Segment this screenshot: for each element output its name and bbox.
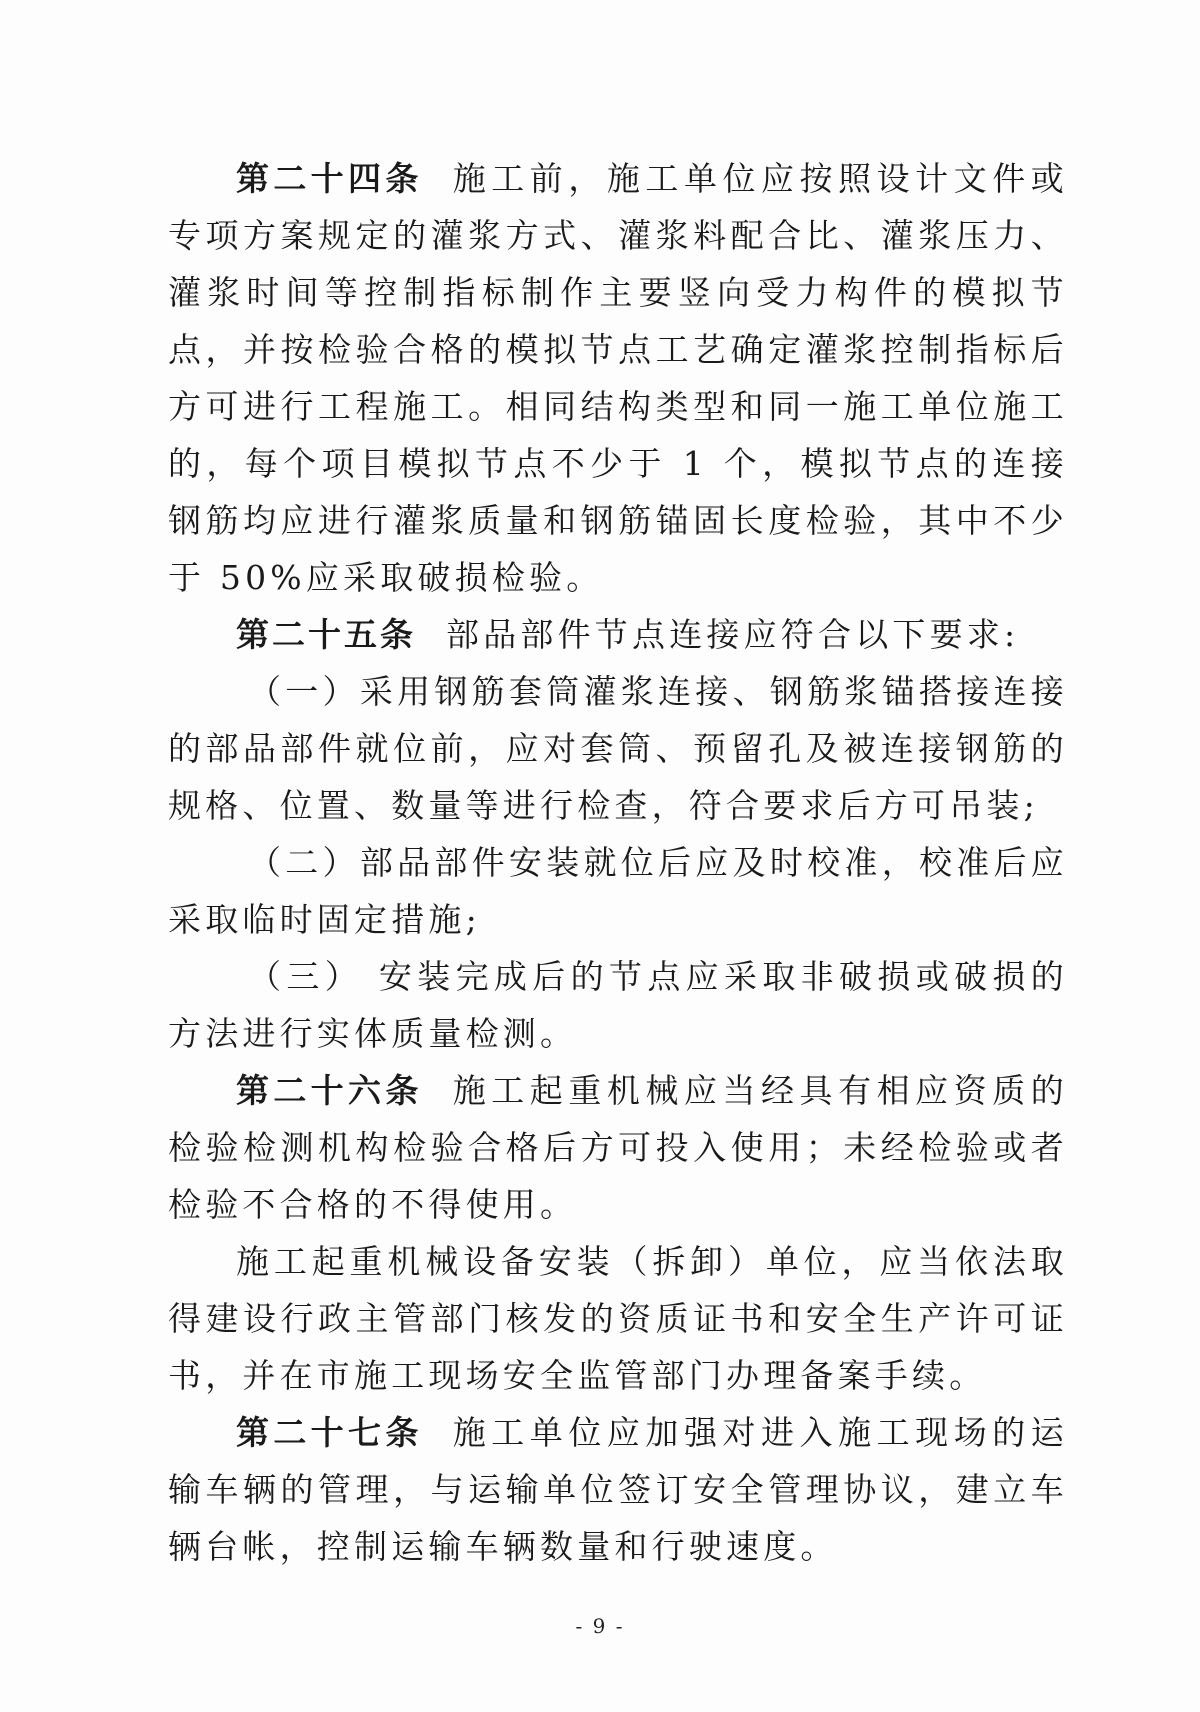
item-text: （三） 安装完成后的节点应采取非破损或破损的方法进行实体质量检测。 [168, 957, 1068, 1053]
article-26-continuation [168, 1233, 1068, 1404]
item-text: （一）采用钢筋套筒灌浆连接、钢筋浆锚搭接连接的部品部件就位前，应对套筒、预留孔及被连接钢筋的规格、位置、数量等进行检查，符合要求后方可吊装; [168, 672, 1068, 825]
article-25-item-2 [168, 834, 1068, 948]
article-text: 施工起重机械应当经具有相应资质的检验检测机构检验合格后方可投入使用；未经检验或者检验不合格的不得使用。 [168, 1071, 1069, 1224]
item-text: （二）部品部件安装就位后应及时校准，校准后应采取临时固定措施; [168, 843, 1068, 939]
article-25-paragraph [168, 606, 1068, 663]
article-text: 施工前，施工单位应按照设计文件或专项方案规定的灌浆方式、灌浆料配合比、灌浆压力、灌浆时间等控制指标制作主要竖向受力构件的模拟节点，并按检验合格的模拟节点工艺确定灌浆控制指标后方可进行工程施工。相同结构类型和同一施工单位施工的，每个项目模拟节点不少于 1 个，模拟节点的连接钢筋均应进行灌浆质量和钢筋锚固长度检验，其中不少于 50%应采取破损检验。 [168, 159, 1069, 597]
document-body [168, 150, 1068, 1575]
article-24-paragraph [168, 150, 1068, 606]
article-number: 第二十七条 [236, 1413, 423, 1452]
article-25-item-1 [168, 663, 1068, 834]
article-26-paragraph [168, 1062, 1068, 1233]
article-number: 第二十六条 [236, 1071, 423, 1110]
page-number: - 9 - [575, 1614, 625, 1638]
article-text: 施工单位应加强对进入施工现场的运输车辆的管理，与运输单位签订安全管理协议，建立车辆台帐，控制运输车辆数量和行驶速度。 [168, 1413, 1069, 1566]
article-text: 部品部件节点连接应符合以下要求: [446, 615, 1020, 654]
article-25-item-3 [168, 948, 1068, 1062]
article-27-paragraph [168, 1404, 1068, 1575]
article-number: 第二十四条 [236, 159, 423, 198]
article-number: 第二十五条 [236, 615, 416, 654]
paragraph-text: 施工起重机械设备安装（拆卸）单位，应当依法取得建设行政主管部门核发的资质证书和安全生产许可证书，并在市施工现场安全监管部门办理备案手续。 [168, 1242, 1068, 1395]
